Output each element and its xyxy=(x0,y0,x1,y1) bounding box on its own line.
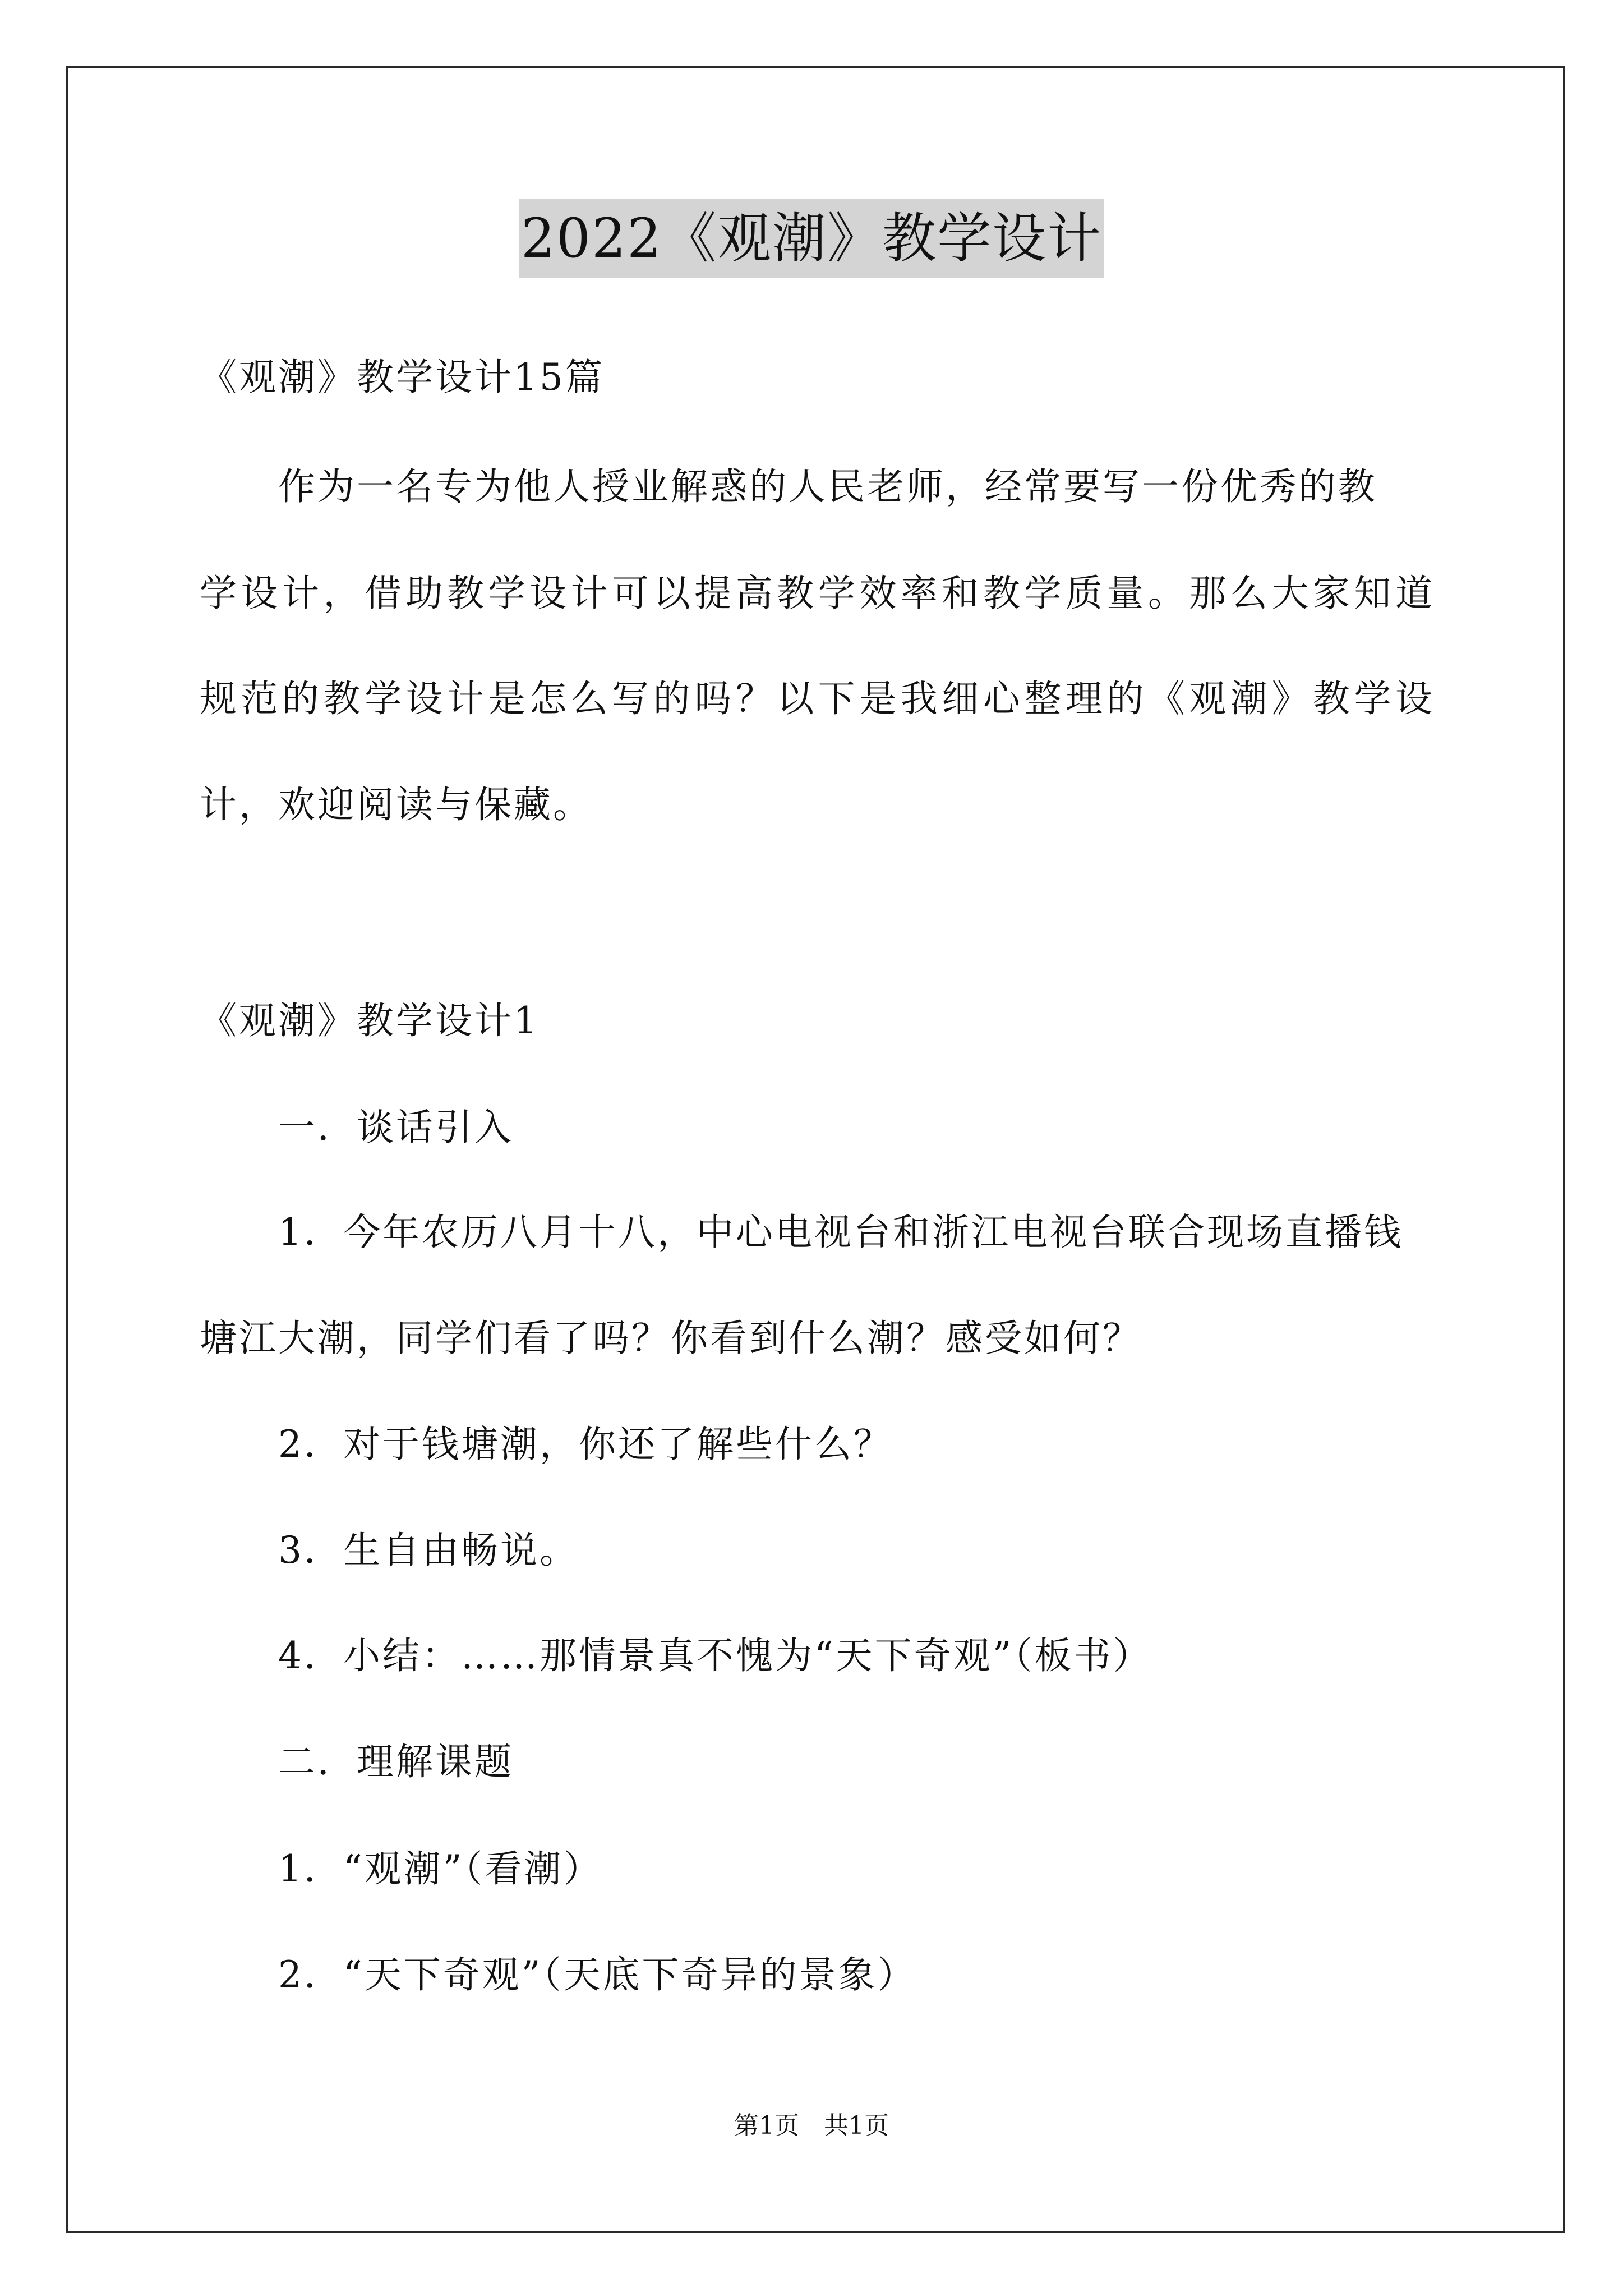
intro-line-3: 规范的教学设计是怎么写的吗？以下是我细心整理的《观潮》教学设 xyxy=(200,677,1433,720)
item5: 1．“观潮”（看潮） xyxy=(278,1847,603,1890)
intro-line-2: 学设计，借助教学设计可以提高教学效率和教学质量。那么大家知道 xyxy=(200,572,1433,615)
item1-line-1: 1．今年农历八月十八，中心电视台和浙江电视台联合现场直播钱 xyxy=(278,1211,1403,1254)
section-heading: 《观潮》教学设计1 xyxy=(200,999,540,1042)
item4: 4．小结：……那情景真不愧为“天下奇观”（板书） xyxy=(278,1634,1152,1677)
part2-title: 二．理解课题 xyxy=(278,1740,514,1783)
intro-line-4: 计，欢迎阅读与保藏。 xyxy=(200,783,592,826)
item2: 2．对于钱塘潮，你还了解些什么？ xyxy=(278,1423,893,1466)
page-footer: 第1页 共1页 xyxy=(734,2111,889,2140)
document-title: 2022《观潮》教学设计 xyxy=(519,199,1104,278)
part1-title: 一．谈话引入 xyxy=(278,1106,514,1149)
document-subtitle: 《观潮》教学设计15篇 xyxy=(200,356,605,399)
item1-line-2: 塘江大潮，同学们看了吗？你看到什么潮？感受如何？ xyxy=(200,1317,1142,1360)
item6: 2．“天下奇观”（天底下奇异的景象） xyxy=(278,1953,917,1996)
title-container xyxy=(0,199,1623,278)
item3: 3．生自由畅说。 xyxy=(278,1529,579,1572)
intro-line-1: 作为一名专为他人授业解惑的人民老师，经常要写一份优秀的教 xyxy=(278,465,1377,508)
